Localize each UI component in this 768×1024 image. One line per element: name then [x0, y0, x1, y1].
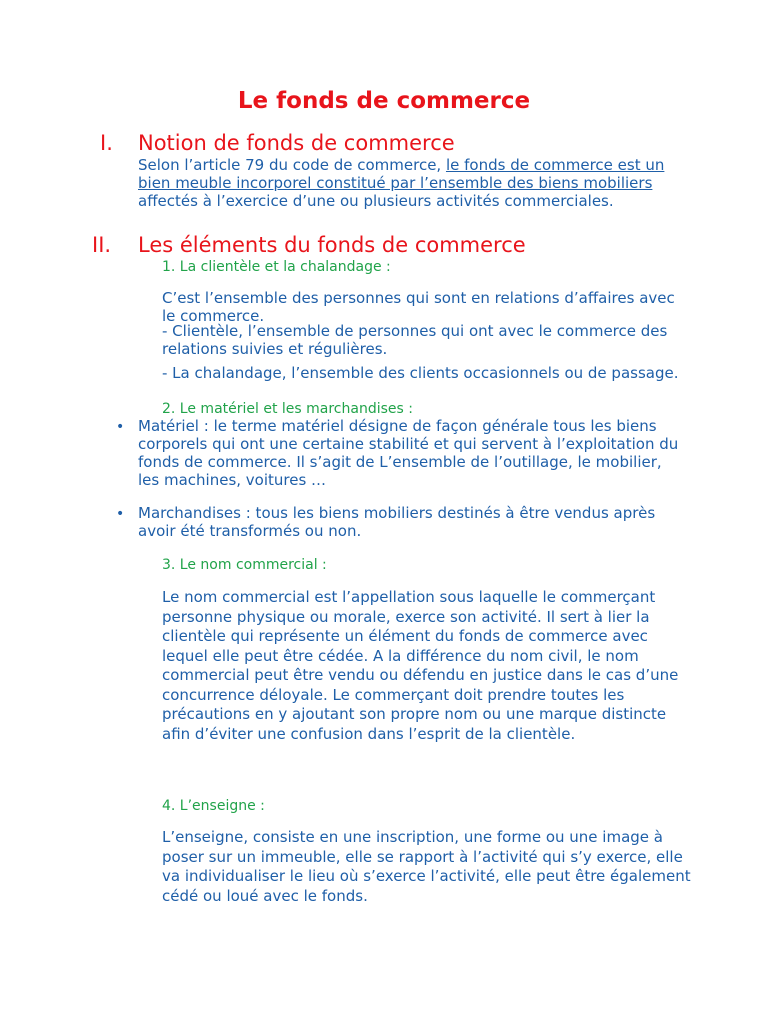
subsection-2-label: 2. Le matériel et les marchandises :: [162, 401, 413, 417]
section-2-number: II.: [92, 233, 112, 257]
subsection-1-label: 1. La clientèle et la chalandage :: [162, 259, 391, 275]
section-2-heading: Les éléments du fonds de commerce: [138, 233, 526, 257]
subsection-3-label: 3. Le nom commercial :: [162, 557, 327, 573]
subsection-1-para-2: - Clientèle, l’ensemble de personnes qui ont avec le commerce des relations suivies et régulières.: [162, 322, 668, 358]
bullet-icon: •: [116, 419, 125, 435]
section-1-text-after: affectés à l’exercice d’une ou plusieurs activités commerciales.: [138, 192, 614, 210]
subsection-4-para: L’enseigne, consiste en une inscription, une forme ou une image à poser sur un immeuble, elle se rapport à l’activité qui s’y exerce, elle va individualiser le lieu où s’exerce l’activité, elle peut être également cédé ou loué avec le fonds.: [162, 828, 691, 905]
subsection-4-label: 4. L’enseigne :: [162, 798, 265, 814]
bullet-item: Matériel : le terme matériel désigne de façon générale tous les biens corporels qui ont une certaine stabilité et qui servent à l’exploitation du fonds de commerce. Il s’agit de L’ensemble de l’outillage, le mobilier, les machines, voitures …: [138, 417, 679, 489]
bullet-icon: •: [116, 506, 125, 522]
section-1-heading: Notion de fonds de commerce: [138, 131, 455, 155]
subsection-3-para: Le nom commercial est l’appellation sous laquelle le commerçant personne physique ou morale, exerce son activité. Il sert à lier la clientèle qui représente un élément du fonds de commerce avec lequel elle peut être cédée. A la différence du nom civil, le nom commercial peut être vendu ou défendu en justice dans le cas d’une concurrence déloyale. Le commerçant doit prendre toutes les précautions en y ajoutant son propre nom ou une marque distincte afin d’éviter une confusion dans l’esprit de la clientèle.: [162, 588, 679, 743]
section-1-paragraph: [138, 156, 678, 210]
section-1-number: I.: [100, 131, 113, 155]
section-1-text-underlined: le fonds de commerce est un bien meuble incorporel constitué par l’ensemble des biens mobiliers: [138, 156, 665, 192]
page-title: Le fonds de commerce: [237, 88, 531, 114]
subsection-1-para-3: - La chalandage, l’ensemble des clients occasionnels ou de passage.: [162, 364, 679, 382]
section-1-text-before: Selon l’article 79 du code de commerce,: [138, 156, 446, 174]
subsection-1-para-1: C’est l’ensemble des personnes qui sont en relations d’affaires avec le commerce.: [162, 289, 675, 325]
bullet-item: Marchandises : tous les biens mobiliers destinés à être vendus après avoir été transformés ou non.: [138, 504, 656, 540]
